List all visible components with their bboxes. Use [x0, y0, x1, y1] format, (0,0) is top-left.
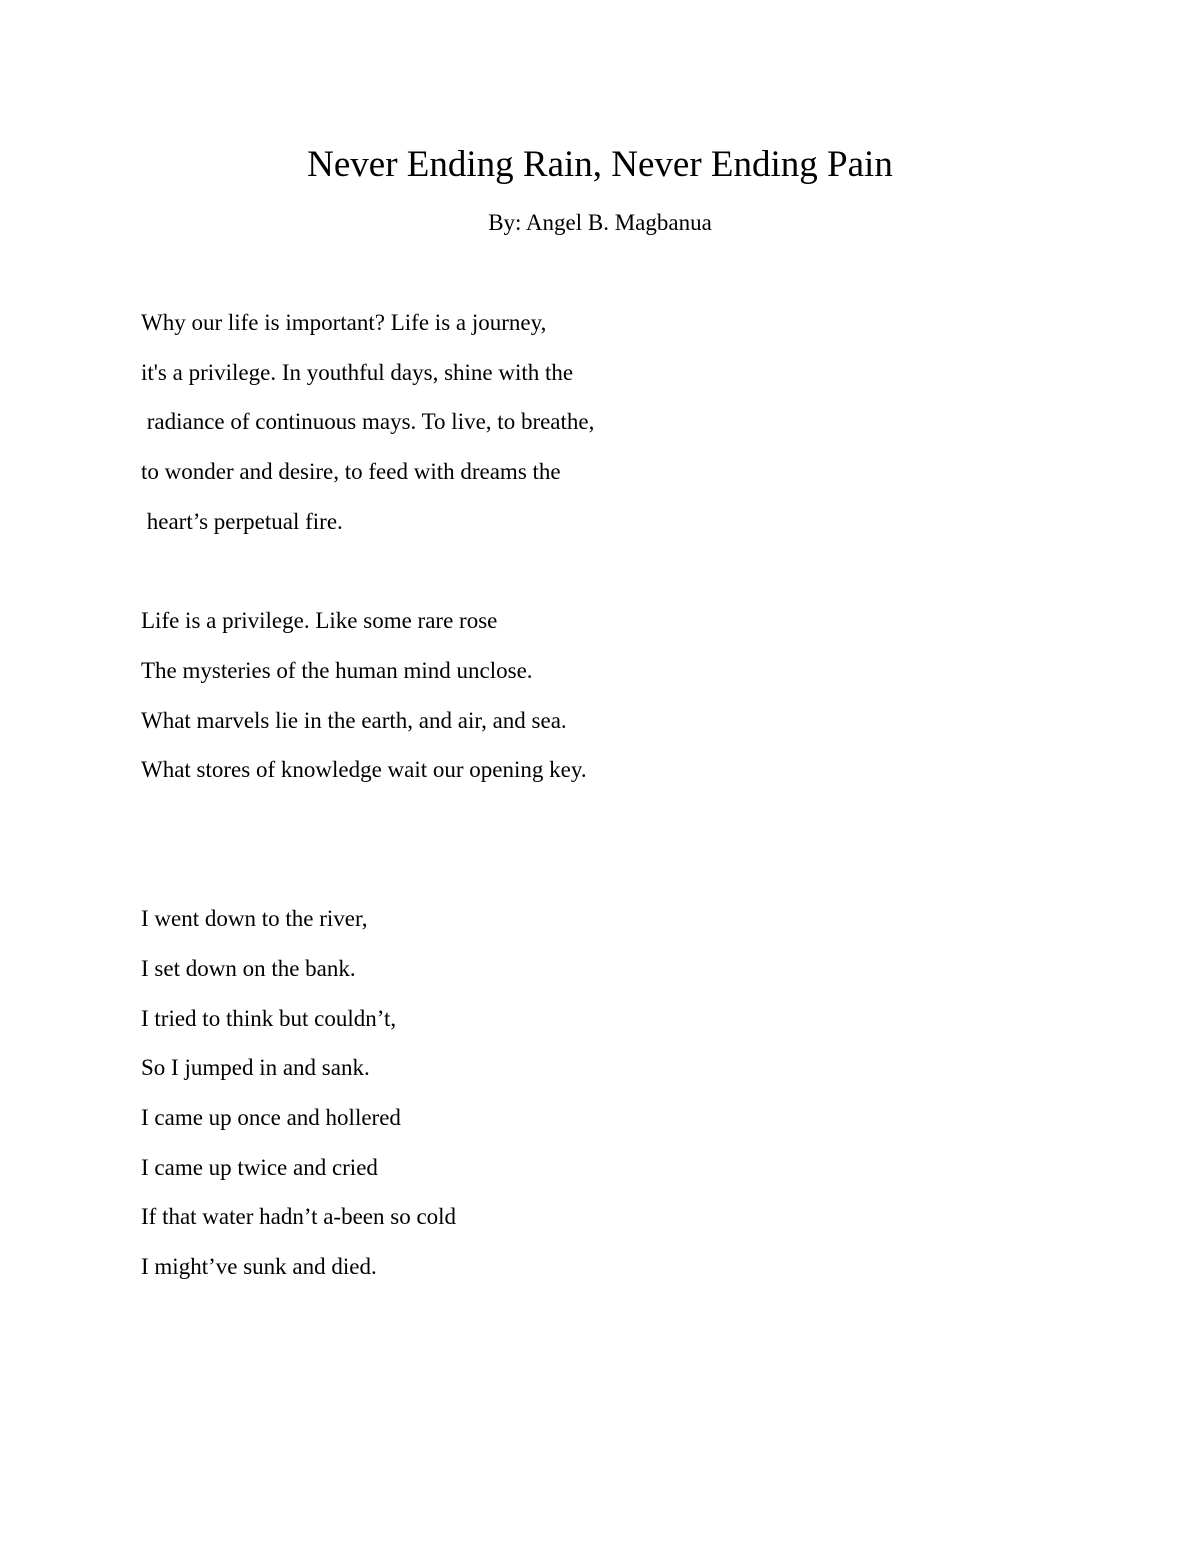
poem-line: it's a privilege. In youthful days, shine with the: [141, 360, 574, 385]
poem-line: I came up once and hollered: [141, 1105, 401, 1130]
poem-title: Never Ending Rain, Never Ending Pain: [307, 144, 893, 185]
poem-line: If that water hadn’t a-been so cold: [141, 1204, 457, 1229]
poem-line: I might’ve sunk and died.: [141, 1254, 377, 1279]
poem-line: I went down to the river,: [141, 906, 368, 931]
poem-line: I tried to think but couldn’t,: [141, 1006, 397, 1031]
poem-line: radiance of continuous mays. To live, to breathe,: [141, 409, 595, 434]
poem-line: I set down on the bank.: [141, 956, 356, 981]
poem-line: What marvels lie in the earth, and air, and sea.: [141, 708, 567, 733]
poem-line: The mysteries of the human mind unclose.: [141, 658, 533, 683]
poem-line: Life is a privilege. Like some rare rose: [141, 608, 498, 633]
poem-line: So I jumped in and sank.: [141, 1055, 370, 1080]
poem-line: What stores of knowledge wait our opening key.: [141, 757, 587, 782]
poem-line: I came up twice and cried: [141, 1155, 378, 1180]
poem-line: heart’s perpetual fire.: [141, 509, 343, 534]
poem-line: Why our life is important? Life is a journey,: [141, 310, 547, 335]
poem-line: to wonder and desire, to feed with dreams the: [141, 459, 561, 484]
poem-author: By: Angel B. Magbanua: [488, 210, 712, 235]
